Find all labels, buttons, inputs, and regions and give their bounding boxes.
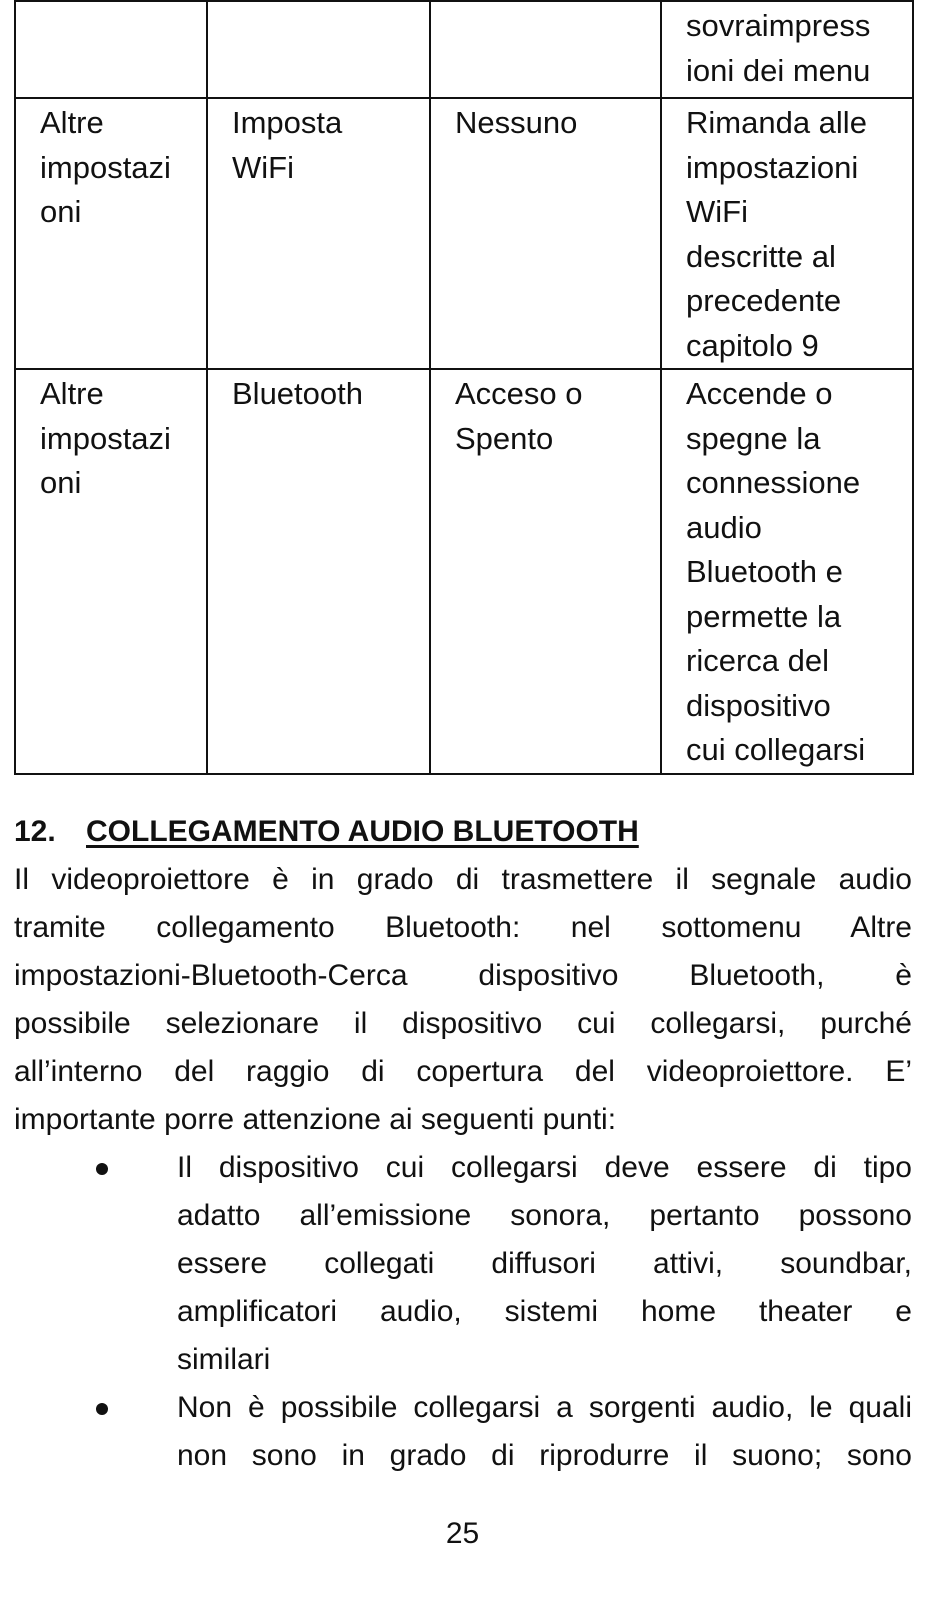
cell-text-line: precedente: [686, 283, 842, 318]
cell-text-line: descritte al: [686, 238, 836, 274]
cell-text-line: impostazi: [40, 420, 171, 456]
cell-text-line: sovraimpress: [686, 8, 871, 43]
paragraph-line: importante porre attenzione ai seguenti punti:: [14, 1103, 617, 1136]
paragraph-line: impostazioni-Bluetooth-Cerca dispositivo Bluetooth, è: [14, 959, 912, 992]
cell-text-line: spegne la: [686, 420, 821, 456]
paragraph-line: all’interno del raggio di copertura del videoproiettore. E’: [14, 1055, 912, 1088]
table-row: [15, 98, 913, 369]
cell-text-line: WiFi: [232, 149, 294, 185]
bullet-line: adatto all’emissione sonora, pertanto possono: [177, 1199, 912, 1232]
settings-table: [14, 0, 914, 775]
section-paragraph: [14, 856, 912, 1144]
bullet-list: [14, 1144, 912, 1480]
section-number: 12.: [14, 815, 56, 848]
cell-text-line: Bluetooth: [232, 376, 363, 411]
table-cell-item: [207, 369, 430, 774]
table-cell-description: [661, 369, 913, 774]
bullet-line: Non è possibile collegarsi a sorgenti audio, le quali: [177, 1391, 912, 1424]
table-cell-description: [661, 1, 913, 98]
table-cell-menu: [15, 1, 207, 98]
cell-text-line: cui collegarsi: [686, 732, 866, 767]
cell-text-line: permette la: [686, 598, 842, 634]
table-cell-description: [661, 98, 913, 369]
cell-text-line: Altre: [40, 105, 104, 140]
cell-text-line: capitolo 9: [686, 327, 819, 363]
cell-text-line: Nessuno: [455, 105, 578, 140]
bullet-line: non sono in grado di riprodurre il suono; sono: [177, 1439, 912, 1472]
cell-text-line: impostazi: [40, 149, 171, 185]
table-cell-item: [207, 1, 430, 98]
cell-text-line: oni: [40, 465, 82, 500]
table-cell-item: [207, 98, 430, 369]
table-cell-menu: [15, 369, 207, 774]
bullet-line: amplificatori audio, sistemi home theater e: [177, 1295, 912, 1328]
cell-text-line: ricerca del: [686, 643, 829, 678]
bullet-icon: [96, 1403, 108, 1415]
list-item: [14, 1144, 912, 1384]
cell-text-line: Altre: [40, 376, 104, 411]
cell-text-line: oni: [40, 194, 82, 229]
cell-text-line: WiFi: [686, 194, 748, 229]
bullet-line: Il dispositivo cui collegarsi deve essere di tipo: [177, 1151, 912, 1184]
list-item: [14, 1384, 912, 1480]
paragraph-line: tramite collegamento Bluetooth: nel sottomenu Altre: [14, 911, 912, 944]
cell-text-line: impostazioni: [686, 149, 859, 185]
cell-text-line: audio: [686, 509, 762, 545]
paragraph-line: possibile selezionare il dispositivo cui collegarsi, purché: [14, 1007, 912, 1040]
bullet-icon: [96, 1163, 108, 1175]
cell-text-line: Acceso o: [455, 376, 583, 411]
section-title: COLLEGAMENTO AUDIO BLUETOOTH: [86, 815, 639, 848]
cell-text-line: dispositivo: [686, 687, 831, 723]
cell-text-line: Spento: [455, 420, 554, 456]
bullet-line: similari: [177, 1343, 271, 1376]
table-row: [15, 369, 913, 774]
page-number: 25: [445, 1517, 480, 1550]
cell-text-line: Rimanda alle: [686, 105, 867, 140]
table-cell-options: [430, 369, 661, 774]
cell-text-line: Accende o: [686, 376, 833, 411]
section-bluetooth-audio: [14, 808, 912, 1480]
cell-text-line: Bluetooth e: [686, 554, 843, 589]
cell-text-line: connessione: [686, 465, 861, 500]
bullet-line: essere collegati diffusori attivi, soundbar,: [177, 1247, 912, 1280]
table-cell-options: [430, 98, 661, 369]
table-row: [15, 1, 913, 98]
section-heading: [14, 808, 912, 856]
paragraph-line: Il videoproiettore è in grado di trasmettere il segnale audio: [14, 863, 912, 896]
table-cell-options: [430, 1, 661, 98]
table-cell-menu: [15, 98, 207, 369]
cell-text-line: Imposta: [232, 105, 343, 140]
cell-text-line: ioni dei menu: [686, 52, 871, 88]
